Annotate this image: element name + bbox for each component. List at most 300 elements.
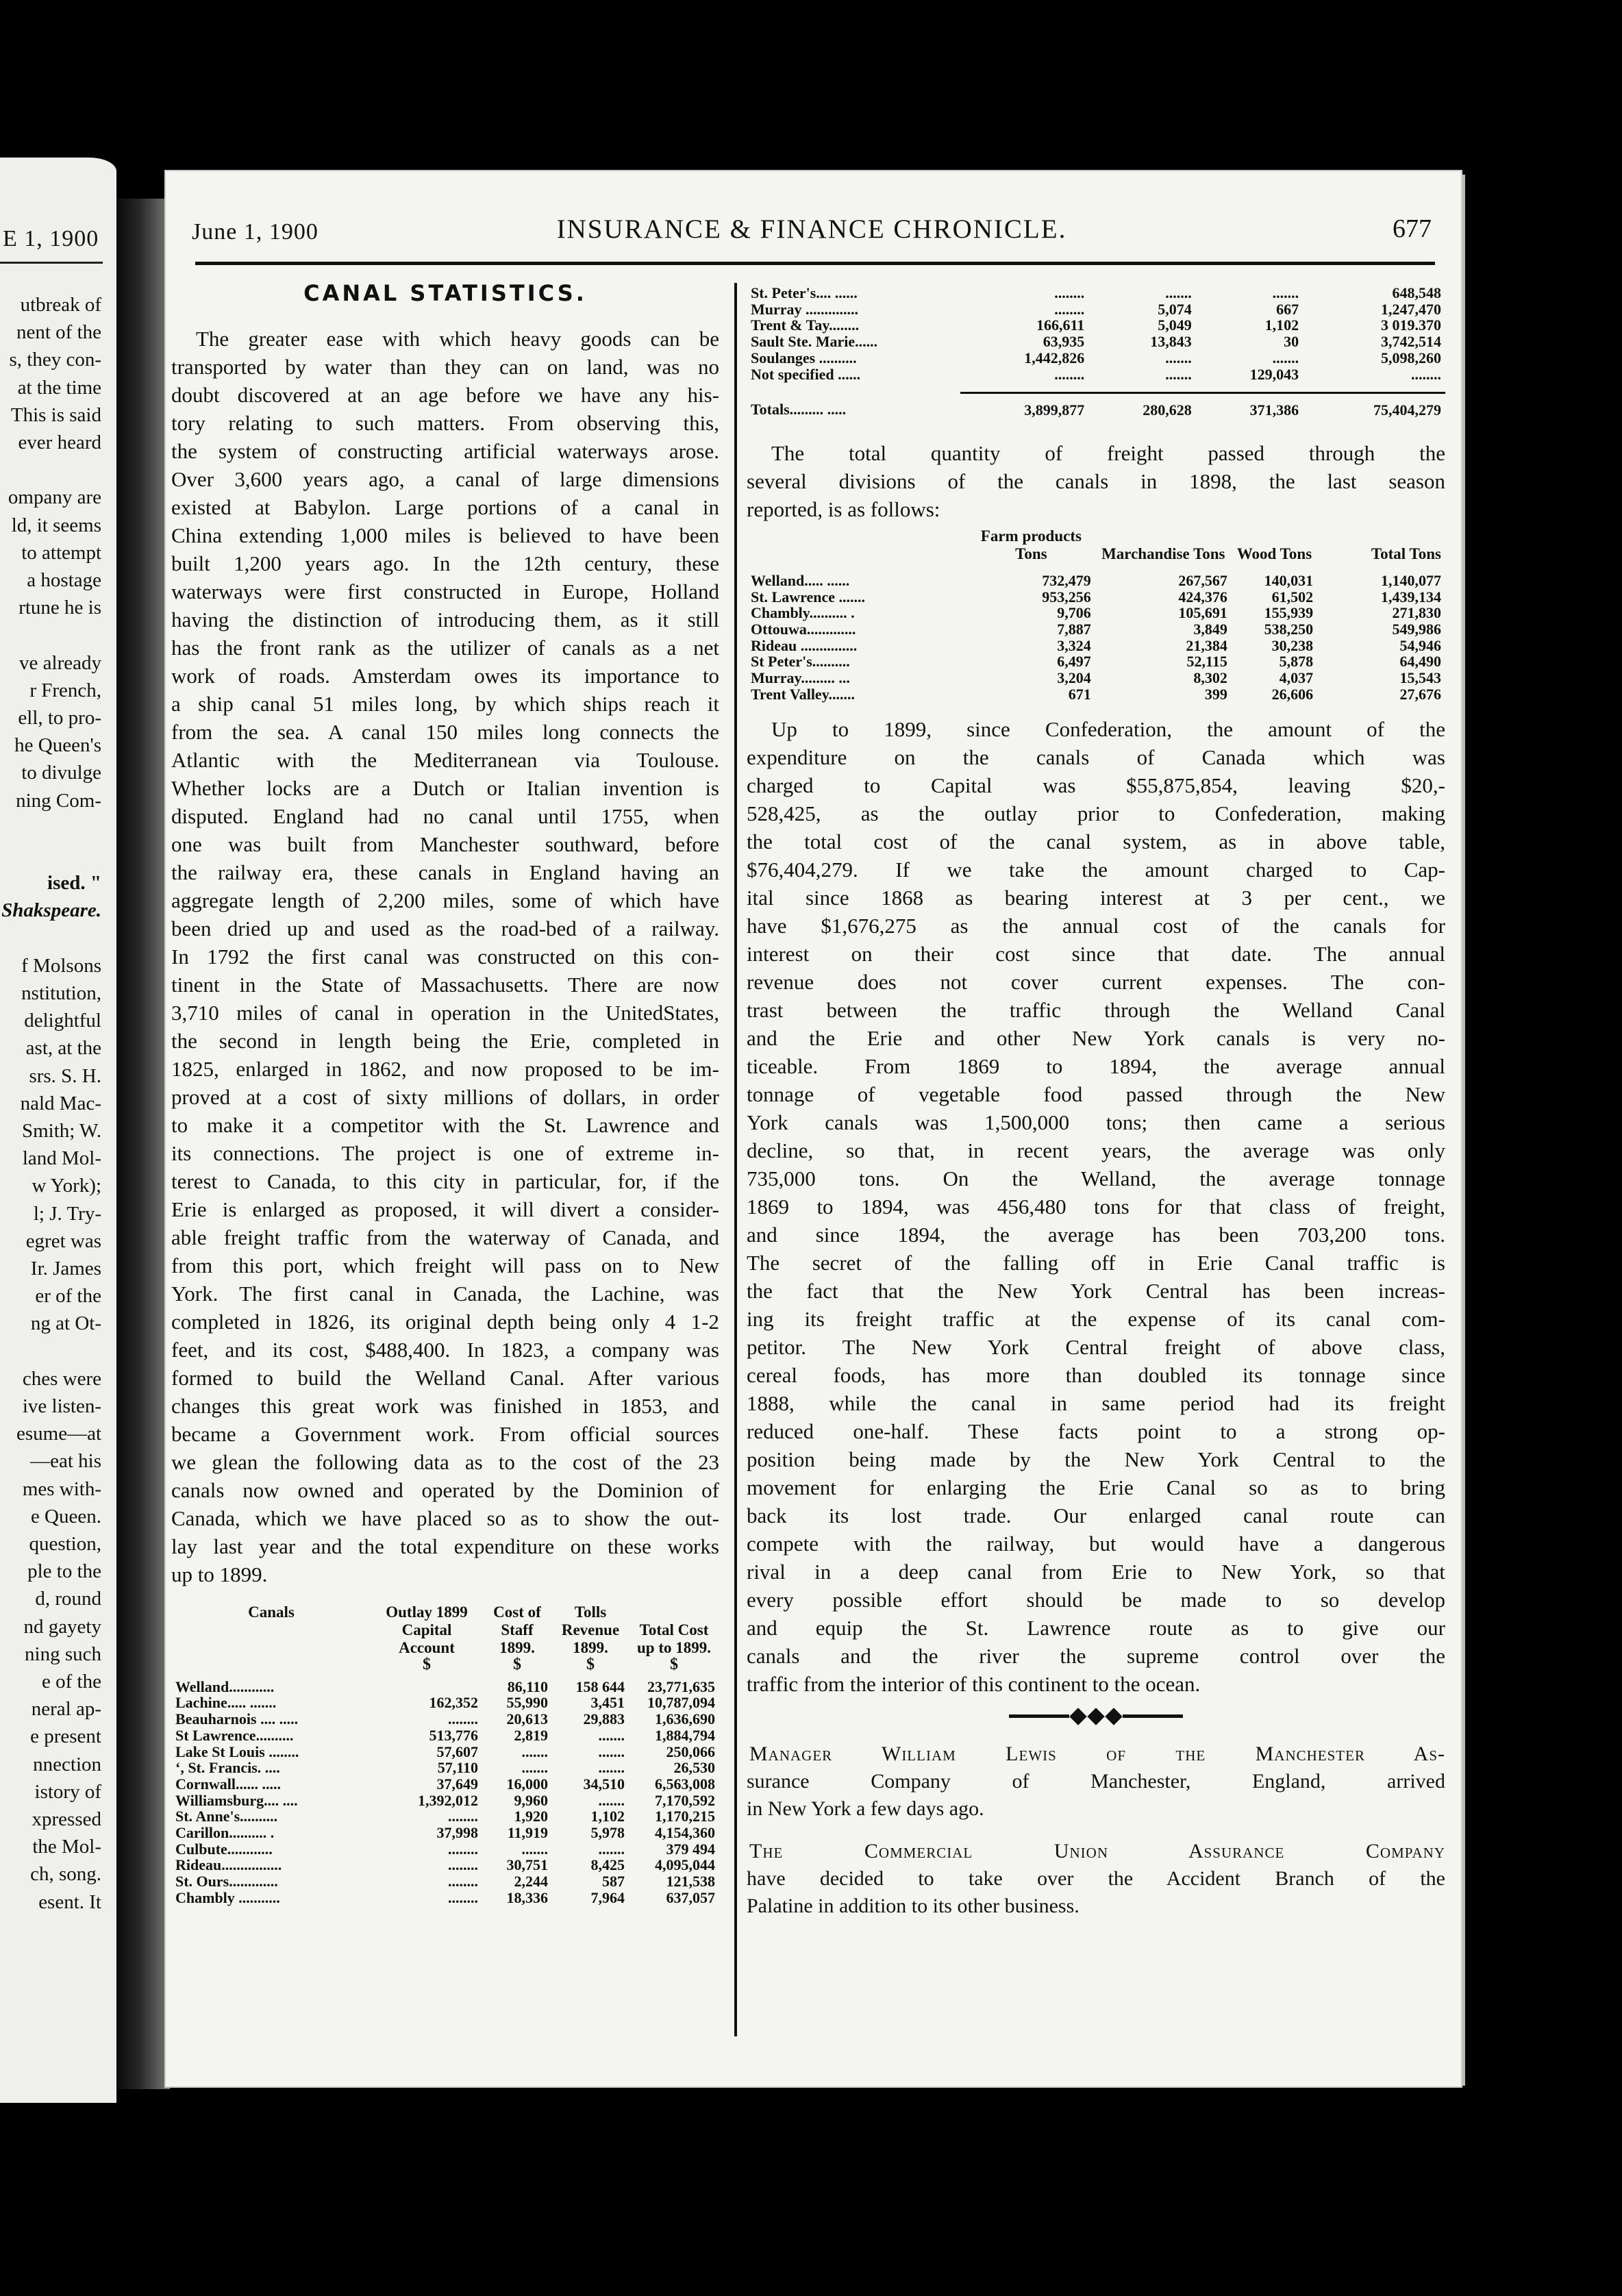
table-row <box>747 317 1445 334</box>
previous-page-gap <box>0 814 101 842</box>
text-line: Canada, which we have placed so as to show the out- <box>171 1506 719 1530</box>
value-cell: ........ <box>1411 365 1441 383</box>
value-cell: 13,843 <box>1150 333 1192 351</box>
previous-page-gap <box>0 456 101 484</box>
canal-name-cell: Trent Valley....... <box>751 685 855 703</box>
text-line: aggregate length of 2,200 miles, some of which have <box>171 888 719 912</box>
canal-name-cell: Cornwall...... ..... <box>175 1775 281 1793</box>
table-unit-cell: $ <box>423 1656 431 1673</box>
text-line: tory relating to such matters. From observing this, <box>171 411 719 435</box>
value-cell: 37,649 <box>436 1775 478 1793</box>
previous-page-line: ple to the <box>27 1560 101 1583</box>
canal-name-cell: Welland..... ...... <box>751 571 850 589</box>
previous-page-line: rtune he is <box>18 597 101 619</box>
table-unit-row <box>171 1657 719 1679</box>
previous-page-line: srs. S. H. <box>29 1064 101 1087</box>
previous-page-quote-line: ised. " <box>47 872 101 895</box>
previous-page-line: land Mol- <box>22 1147 101 1170</box>
value-cell: 5,878 <box>1279 653 1314 671</box>
previous-page-line: the Mol- <box>32 1836 101 1858</box>
previous-page-line: w York); <box>32 1175 101 1197</box>
text-line: waterways were first constructed in Europe, Holland <box>171 579 719 603</box>
page-677 <box>164 170 1462 2088</box>
previous-page-line: ches were <box>22 1367 101 1390</box>
totals-label-cell: Totals......... ..... <box>751 401 847 419</box>
previous-page-line: ld, it seems <box>11 514 101 536</box>
text-line: Atlantic with the Mediterranean via Toulouse. <box>171 748 719 772</box>
table-row <box>747 653 1445 670</box>
value-cell: 424,376 <box>1178 588 1227 606</box>
previous-page-gap <box>0 842 101 869</box>
value-cell: ....... <box>1272 349 1299 366</box>
totals-value-cell: 280,628 <box>1143 401 1192 419</box>
value-cell: 5,074 <box>1158 300 1192 318</box>
value-cell: 7,887 <box>1057 621 1091 638</box>
text-line: 528,425, as the outlay prior to Confederation, making <box>747 801 1445 825</box>
text-line: have $1,676,275 as the annual cost of the canals for <box>747 913 1445 938</box>
value-cell: 34,510 <box>583 1775 625 1793</box>
text-line: terest to Canada, to this city in particular, for, if the <box>171 1169 719 1193</box>
text-line: back its lost trade. Our enlarged canal route can <box>747 1503 1445 1527</box>
canal-name-cell: Sault Ste. Marie...... <box>751 333 878 351</box>
text-line: ital since 1868 as bearing interest at 3 per cent., we <box>747 885 1445 910</box>
text-line: movement for enlarging the Erie Canal so as to bring <box>747 1475 1445 1499</box>
text-line: 1888, while the canal in same period had its freight <box>747 1390 1445 1415</box>
table-row <box>171 1711 719 1727</box>
value-cell: ........ <box>448 1710 478 1728</box>
value-cell: 26,606 <box>1271 685 1314 703</box>
table-header-row <box>747 527 1445 573</box>
text-line: having the distinction of introducing them, as it still <box>171 608 719 632</box>
book-gutter <box>116 199 170 2089</box>
text-line: several divisions of the canals in 1898, the last season <box>747 469 1445 493</box>
previous-page-header: E 1, 1900 <box>3 226 99 251</box>
table-row <box>747 686 1445 703</box>
text-line: 1825, enlarged in 1862, and now proposed to be im- <box>171 1057 719 1081</box>
previous-page-line: Smith; W. <box>21 1120 101 1143</box>
publication-title: INSURANCE & FINANCE CHRONICLE. <box>556 214 1067 244</box>
canal-name-cell: Chambly.......... . <box>751 604 855 622</box>
previous-page-rule <box>0 262 103 264</box>
text-line: and since 1894, the average has been 703,200 tons. <box>747 1222 1445 1247</box>
canal-cost-table-continued <box>747 285 1445 419</box>
text-line: canals and the river the supreme control over the <box>747 1643 1445 1668</box>
value-cell: 15,543 <box>1399 669 1441 687</box>
text-line: one was built from Manchester southward, before <box>171 832 719 856</box>
previous-page-line: e of the <box>42 1671 101 1693</box>
rule-cell <box>1303 382 1445 393</box>
text-line: decline, so that, in recent years, the average was only <box>747 1138 1445 1162</box>
value-cell: ....... <box>521 1743 548 1760</box>
value-cell: 8,425 <box>590 1856 625 1874</box>
previous-page-line: neral ap- <box>31 1698 101 1721</box>
notice-commercial-union <box>747 1838 1445 1920</box>
previous-page-line: esume—at <box>16 1423 101 1445</box>
canal-name-cell: St. Peter's.... ...... <box>751 284 858 301</box>
text-line: traffic from the interior of this continent to the ocean. <box>747 1671 1201 1696</box>
previous-page-line: ive listen- <box>22 1395 101 1418</box>
value-cell: ....... <box>1165 349 1192 366</box>
table-header-cell: Total Tons <box>1371 545 1441 562</box>
value-cell: 1,920 <box>514 1808 548 1825</box>
value-cell: 648,548 <box>1392 284 1441 301</box>
text-line: been dried up and used as the road-bed of a railway. <box>171 916 719 940</box>
section-ornament <box>747 1710 1445 1723</box>
text-line: interest on their cost since that date. The annual <box>747 941 1445 966</box>
previous-page-line: xpressed <box>32 1808 101 1831</box>
text-line: position being made by the New York Central to the <box>747 1447 1445 1471</box>
article-paragraph-2 <box>747 439 1445 523</box>
text-line: York canals was 1,500,000 tons; then came a serious <box>747 1110 1445 1134</box>
value-cell: ....... <box>1165 284 1192 301</box>
value-cell: 2,244 <box>514 1873 548 1891</box>
rule-cell <box>747 382 960 393</box>
text-line: 1869 to 1894, was 456,480 tons for that class of freight, <box>747 1194 1445 1219</box>
text-line: and the Erie and other New York canals is very no- <box>747 1025 1445 1050</box>
text-line: able freight traffic from the waterway of Canada, and <box>171 1225 719 1249</box>
text-line: Over 3,600 years ago, a canal of large dimensions <box>171 467 719 491</box>
value-cell: 57,607 <box>436 1743 478 1760</box>
value-cell: 1,247,470 <box>1381 300 1441 318</box>
table-row <box>747 573 1445 589</box>
previous-page-line: ever heard <box>18 432 101 454</box>
notice-line: have decided to take over the Accident Branch of the <box>747 1867 1445 1890</box>
previous-page-line: delightful <box>24 1010 101 1032</box>
text-line: formed to build the Welland Canal. After various <box>171 1366 719 1390</box>
value-cell: 26,530 <box>673 1759 715 1777</box>
value-cell: ....... <box>521 1759 548 1777</box>
header-rule <box>195 262 1435 265</box>
canal-name-cell: St. Lawrence ....... <box>751 588 866 606</box>
text-line: revenue does not cover current expenses. The con- <box>747 969 1445 994</box>
text-line: cereal foods, has more than doubled its tonnage since <box>747 1362 1445 1387</box>
value-cell: 3,849 <box>1193 621 1227 638</box>
text-line: The secret of the falling off in Erie Canal traffic is <box>747 1250 1445 1275</box>
value-cell: 105,691 <box>1178 604 1227 622</box>
canal-name-cell: ‘, St. Francis. .... <box>175 1759 280 1777</box>
notice-manager-lewis <box>747 1740 1445 1823</box>
right-column <box>747 285 1445 1920</box>
value-cell: 30,238 <box>1271 636 1314 654</box>
totals-value-cell: 75,404,279 <box>1373 401 1441 419</box>
text-line: expenditure on the canals of Canada which was <box>747 745 1445 769</box>
table-row <box>747 301 1445 318</box>
previous-page-gap <box>0 1338 101 1365</box>
article-paragraph-1 <box>171 325 719 1588</box>
text-line: from the sea. A canal 150 miles long connects the <box>171 720 719 744</box>
value-cell: 1,140,077 <box>1381 571 1441 589</box>
previous-page-line: ompany are <box>8 486 101 509</box>
table-row <box>171 1825 719 1841</box>
previous-page-line: d, round <box>35 1588 101 1610</box>
text-line: the fact that the New York Central has been increas- <box>747 1278 1445 1303</box>
previous-page-line: istory of <box>34 1780 101 1803</box>
previous-page-fragment <box>0 158 116 2103</box>
value-cell: 166,611 <box>1036 316 1085 334</box>
previous-page-line: mes with- <box>22 1477 101 1500</box>
text-line: $76,404,279. If we take the amount charged to Cap- <box>747 857 1445 882</box>
text-line: built 1,200 years ago. In the 12th century, these <box>171 551 719 575</box>
value-cell: 1,170,215 <box>655 1808 715 1825</box>
previous-page-line: ning such <box>25 1643 101 1665</box>
previous-page-line: egret was <box>25 1230 101 1252</box>
table-header-row <box>171 1604 719 1657</box>
value-cell: 55,990 <box>506 1694 548 1712</box>
canal-name-cell: Lake St Louis ........ <box>175 1743 299 1760</box>
value-cell: 29,883 <box>583 1710 625 1728</box>
text-line: ticeable. From 1869 to 1894, the average annual <box>747 1053 1445 1078</box>
value-cell: ....... <box>521 1840 548 1858</box>
table-row <box>747 285 1445 301</box>
value-cell: ....... <box>598 1840 625 1858</box>
table-row <box>747 621 1445 638</box>
canal-name-cell: Carillon.......... . <box>175 1824 275 1842</box>
table-row <box>171 1857 719 1873</box>
rule-cell <box>1196 382 1303 393</box>
header-date: June 1, 1900 <box>192 219 319 245</box>
value-cell: 5,049 <box>1158 316 1192 334</box>
value-cell: 9,960 <box>514 1791 548 1809</box>
value-cell: 667 <box>1276 300 1299 318</box>
text-line: a ship canal 51 miles long, by which ships reach it <box>171 692 719 716</box>
value-cell: 1,884,794 <box>655 1726 715 1744</box>
freight-tonnage-table <box>747 527 1445 703</box>
table-row <box>171 1890 719 1906</box>
value-cell: 54,946 <box>1399 636 1441 654</box>
previous-page-quote-line: Shakspeare. <box>1 899 101 922</box>
value-cell: 250,066 <box>666 1743 715 1760</box>
canal-name-cell: St. Anne's.......... <box>175 1808 278 1825</box>
previous-page-text <box>0 291 101 1916</box>
canal-name-cell: Lachine..... ....... <box>175 1694 277 1712</box>
previous-page-line: ning Com- <box>16 789 101 812</box>
value-cell: ....... <box>1165 365 1192 383</box>
column-divider <box>734 283 737 2036</box>
value-cell: 162,352 <box>429 1694 478 1712</box>
value-cell: 86,110 <box>507 1677 548 1695</box>
table-row <box>171 1808 719 1825</box>
previous-page-line: This is said <box>10 403 101 426</box>
table-row <box>747 589 1445 606</box>
previous-page-line: ast, at the <box>25 1037 101 1060</box>
table-header-cell: Tolls Revenue 1899. <box>561 1604 620 1656</box>
value-cell: ........ <box>1054 284 1085 301</box>
table-row <box>171 1760 719 1776</box>
text-line: work of roads. Amsterdam owes its importance to <box>171 664 719 688</box>
previous-page-line: nnection <box>33 1753 101 1775</box>
rule-cell <box>1088 382 1195 393</box>
text-line: Whether locks are a Dutch or Italian invention is <box>171 776 719 800</box>
text-line: the railway era, these canals in England having an <box>171 860 719 884</box>
totals-value-cell: 371,386 <box>1249 401 1299 419</box>
text-line: feet, and its cost, $488,400. In 1823, a company was <box>171 1338 719 1362</box>
canal-name-cell: Murray......... ... <box>751 669 850 687</box>
rule-cell <box>960 382 1088 393</box>
notice-line: Palatine in addition to its other business. <box>747 1894 1080 1917</box>
previous-page-gap <box>0 621 101 649</box>
article-title: CANAL STATISTICS. <box>303 280 587 306</box>
article-paragraph-3 <box>747 715 1445 1698</box>
value-cell: 30 <box>1284 333 1299 351</box>
text-line: compete with the railway, but would have a dangerous <box>747 1531 1445 1556</box>
table-unit-cell <box>171 1657 371 1679</box>
text-line: tinent in the State of Massachusetts. There are now <box>171 973 719 997</box>
value-cell: 6,497 <box>1057 653 1091 671</box>
previous-page-line: r French, <box>29 679 101 701</box>
text-line: doubt discovered at an age before we have any his- <box>171 383 719 407</box>
text-line: reduced one-half. These facts point to a strong op- <box>747 1419 1445 1443</box>
value-cell: 538,250 <box>1264 621 1314 638</box>
table-row <box>747 334 1445 350</box>
previous-page-line: —eat his <box>30 1450 101 1473</box>
previous-page-line: ell, to pro- <box>18 707 101 729</box>
value-cell: 2,819 <box>514 1726 548 1744</box>
value-cell: 57,110 <box>437 1759 478 1777</box>
value-cell: 10,787,094 <box>647 1694 715 1712</box>
canal-name-cell: Not specified ...... <box>751 365 861 383</box>
previous-page-line: to attempt <box>21 541 101 564</box>
previous-page-line: a hostage <box>27 569 101 592</box>
canal-cost-table <box>171 1604 719 1906</box>
value-cell: 3,742,514 <box>1381 333 1441 351</box>
text-line: the total cost of the canal system, as in above table, <box>747 829 1445 853</box>
value-cell: 52,115 <box>1186 653 1227 671</box>
table-header-cell: Cost of Staff 1899. <box>493 1604 541 1656</box>
previous-page-line: he Queen's <box>14 734 101 757</box>
text-line: Up to 1899, since Confederation, the amount of the <box>771 716 1445 741</box>
notice-line: The Commercial Union Assurance Company <box>749 1839 1445 1862</box>
text-line: canals now owned and operated by the Dominion of <box>171 1478 719 1502</box>
text-line: became a Government work. From official sources <box>171 1422 719 1446</box>
text-line: tonnage of vegetable food passed through the New <box>747 1082 1445 1106</box>
previous-page-line: to divulge <box>21 762 101 784</box>
previous-page-line: ve already <box>19 651 101 674</box>
table-header-cell: Canals <box>248 1604 295 1621</box>
table-row <box>171 1744 719 1760</box>
text-line: its connections. The project is one of extreme in- <box>171 1141 719 1165</box>
text-line: ing its freight traffic at the expense of its canal com- <box>747 1306 1445 1331</box>
value-cell: 379 494 <box>666 1840 715 1858</box>
text-line: 3,710 miles of canal in operation in the UnitedStates, <box>171 1001 719 1025</box>
value-cell: ........ <box>448 1840 478 1858</box>
canal-name-cell: Rideau ............... <box>751 636 858 654</box>
text-line: In 1792 the first canal was constructed on this con- <box>171 945 719 969</box>
text-line: Erie is enlarged as proposed, it will divert a consider- <box>171 1197 719 1221</box>
text-line: from this port, which freight will pass on to New <box>171 1253 719 1277</box>
text-line: York. The first canal in Canada, the Lachine, was <box>171 1282 719 1306</box>
value-cell: ........ <box>448 1856 478 1874</box>
page-number: 677 <box>1393 214 1432 243</box>
value-cell: 271,830 <box>1392 604 1441 622</box>
canal-name-cell: Ottouwa............. <box>751 621 856 638</box>
text-line: trast between the traffic through the Welland Canal <box>747 997 1445 1022</box>
previous-page-line: s, they con- <box>9 349 101 371</box>
table-header-cell: Farm products Tons <box>980 527 1082 562</box>
value-cell: 140,031 <box>1264 571 1314 589</box>
value-cell: 21,384 <box>1186 636 1227 654</box>
value-cell: 23,771,635 <box>647 1677 715 1695</box>
previous-page-line: f Molsons <box>21 954 101 977</box>
value-cell: 637,057 <box>666 1888 715 1906</box>
notice-line: Manager William Lewis of the Manchester As- <box>749 1742 1445 1765</box>
text-line: rival in a deep canal from Erie to New York, so that <box>747 1559 1445 1584</box>
text-line: and equip the St. Lawrence route as to give our <box>747 1615 1445 1640</box>
previous-page-line: nstitution, <box>21 982 101 1004</box>
table-row <box>171 1873 719 1890</box>
table-unit-cell: $ <box>586 1656 595 1673</box>
text-line: China extending 1,000 miles is believed to have been <box>171 523 719 547</box>
value-cell: 549,986 <box>1392 621 1441 638</box>
text-line: charged to Capital was $55,875,854, leaving $20,- <box>747 773 1445 797</box>
table-row <box>171 1841 719 1858</box>
previous-page-line: nent of the <box>16 321 101 344</box>
canal-name-cell: St. Ours............. <box>175 1873 278 1891</box>
value-cell: ....... <box>598 1726 625 1744</box>
previous-page-line: nald Mac- <box>20 1092 101 1114</box>
text-line: The greater ease with which heavy goods can be <box>196 327 719 351</box>
notice-line: in New York a few days ago. <box>747 1797 984 1820</box>
value-cell: 5,978 <box>590 1824 625 1842</box>
value-cell: 9,706 <box>1057 604 1091 622</box>
previous-page-line: e Queen. <box>30 1505 101 1527</box>
value-cell: 4,037 <box>1279 669 1314 687</box>
table-header-cell: Wood Tons <box>1236 545 1312 562</box>
value-cell: 587 <box>602 1873 625 1891</box>
value-cell: 8,302 <box>1193 669 1227 687</box>
canal-name-cell: Welland............ <box>175 1677 275 1695</box>
canal-name-cell: Culbute............ <box>175 1840 273 1858</box>
value-cell: 671 <box>1068 685 1091 703</box>
table-row <box>747 670 1445 686</box>
table-row <box>171 1727 719 1744</box>
value-cell: 5,098,260 <box>1381 349 1441 366</box>
value-cell: 3,204 <box>1057 669 1091 687</box>
value-cell: 953,256 <box>1042 588 1091 606</box>
value-cell: ........ <box>1054 300 1085 318</box>
text-line: 735,000 tons. On the Welland, the average tonnage <box>747 1166 1445 1190</box>
table-header-cell <box>747 527 967 573</box>
canal-name-cell: St Peter's.......... <box>751 653 850 671</box>
text-line: completed in 1826, its original depth being only 4 1-2 <box>171 1310 719 1334</box>
previous-page-line: ch, song. <box>30 1863 101 1886</box>
text-line: the system of constructing artificial waterways arose. <box>171 439 719 463</box>
previous-page-line: e present <box>30 1725 101 1748</box>
canal-name-cell: St Lawrence.......... <box>175 1726 294 1744</box>
text-line: The total quantity of freight passed through the <box>771 440 1445 465</box>
canal-name-cell: Rideau................ <box>175 1856 282 1874</box>
text-line: has the front rank as the utilizer of canals as a net <box>171 636 719 660</box>
value-cell: 1,102 <box>590 1808 625 1825</box>
text-line: lay last year and the total expenditure on these works <box>171 1534 719 1558</box>
value-cell <box>371 1679 482 1695</box>
text-line: the second in length being the Erie, completed in <box>171 1029 719 1053</box>
table-header-cell: Outlay 1899 Capital Account <box>386 1604 468 1656</box>
value-cell: 155,939 <box>1264 604 1314 622</box>
value-cell: 64,490 <box>1399 653 1441 671</box>
value-cell: ........ <box>448 1808 478 1825</box>
value-cell: 121,538 <box>666 1873 715 1891</box>
value-cell: 6,563,008 <box>655 1775 715 1793</box>
table-row <box>747 605 1445 621</box>
text-line: existed at Babylon. Large portions of a canal in <box>171 495 719 519</box>
previous-page-line: ng at Ot- <box>30 1312 101 1335</box>
value-cell: ....... <box>598 1743 625 1760</box>
canal-name-cell: Trent & Tay........ <box>751 316 860 334</box>
value-cell: 30,751 <box>506 1856 548 1874</box>
notice-line: surance Company of Manchester, England, arrived <box>747 1769 1445 1793</box>
table-row <box>747 350 1445 366</box>
value-cell: 20,613 <box>506 1710 548 1728</box>
